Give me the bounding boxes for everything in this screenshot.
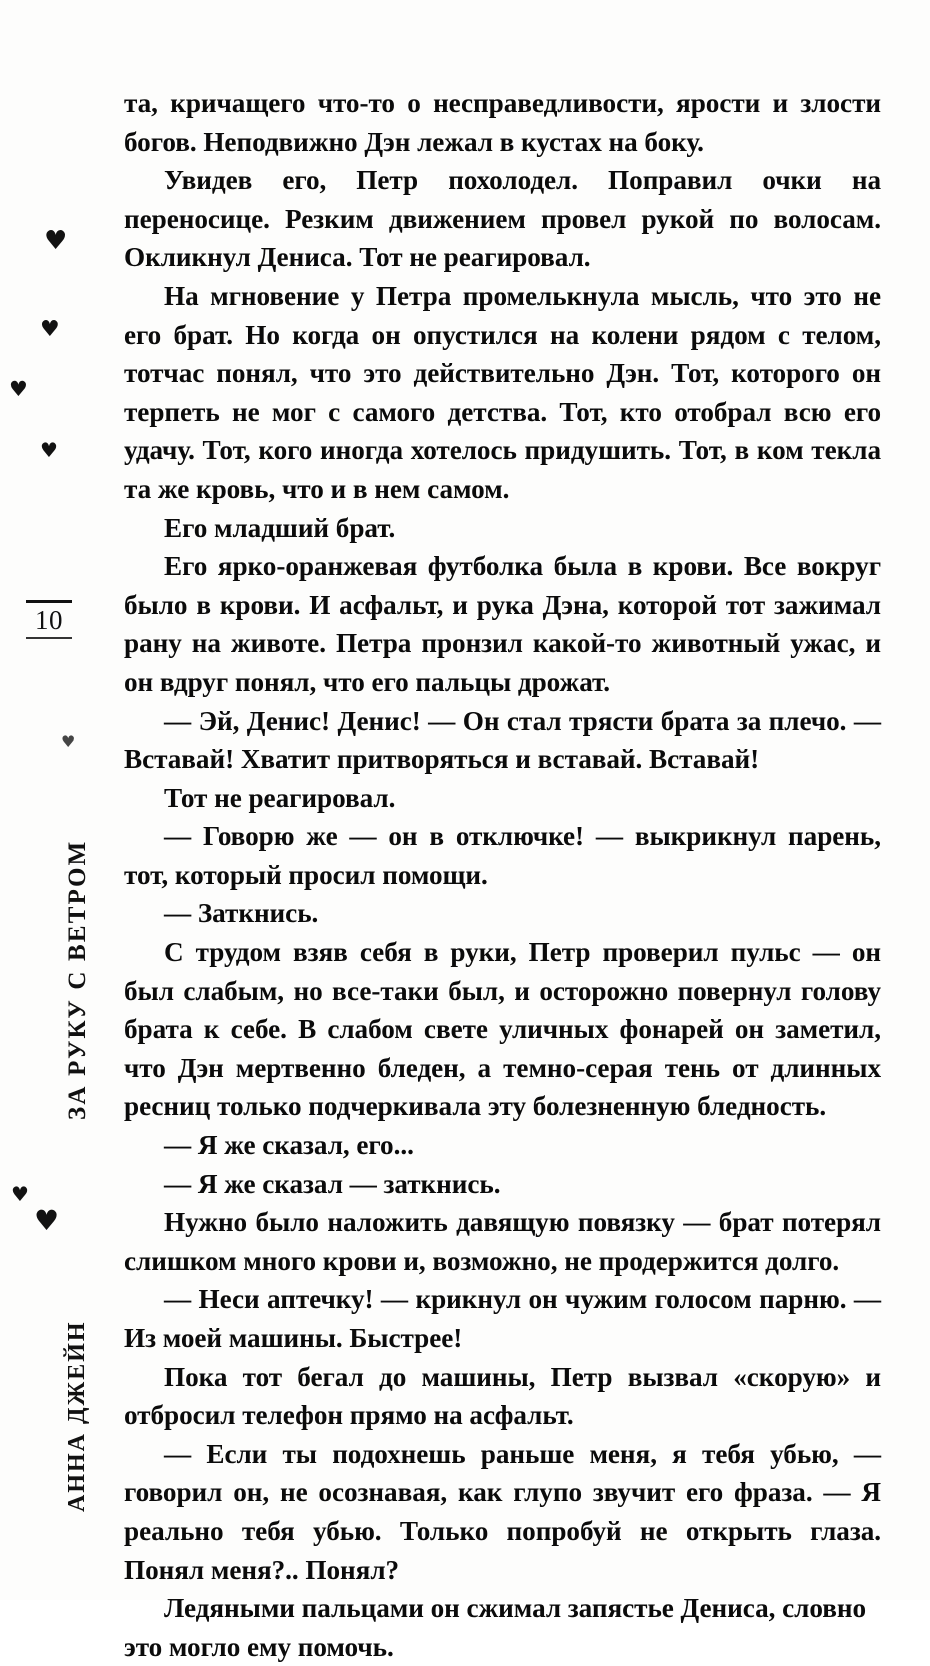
heart-ornament-icon: ♥ [40, 317, 60, 342]
body-paragraph: Нужно было наложить давящую повязку — брат потерял слишком много крови и, возможно, не продержится долго. [124, 1207, 881, 1276]
running-title: ЗА РУКУ С ВЕТРОМ [64, 839, 91, 1120]
body-paragraph: На мгновение у Петра промелькнула мысль, что это не его брат. Но когда он опустился на колени рядом с телом, тотчас понял, что это действительно Дэн. Тот, которого он терпеть не мог с самого детства. Тот, кто отобрал всю его удачу. Тот, кого иногда хотелось придушить. Тот, в ком текла та же кровь, что и в нем самом. [124, 280, 881, 504]
body-paragraph: та, кричащего что-то о несправедливости, ярости и злости богов. Неподвижно Дэн лежал в кустах на боку. [124, 88, 881, 157]
left-margin-column [0, 0, 110, 1600]
body-paragraph: Увидев его, Петр похолодел. Поправил очки на переносице. Резким движением провел рукой по волосам. Окликнул Дениса. Тот не реагировал. [124, 165, 881, 273]
body-paragraph: — Я же сказал, его... [164, 1130, 414, 1161]
folio-rule-bottom [26, 637, 72, 639]
heart-ornament-icon: ♥ [11, 1182, 29, 1206]
body-paragraph: С трудом взяв себя в руки, Петр проверил пульс — он был слабым, но все-таки был, и осторожно повернул голову брата к себе. В слабом свете уличных фонарей он заметил, что Дэн мертвенно бледен, а темно-серая тень от длинных ресниц только подчеркивала эту болезненную бледность. [124, 937, 881, 1122]
body-paragraph: Его ярко-оранжевая футболка была в крови. Все вокруг было в крови. И асфальт, и рука Дэна, которой тот зажимал рану на животе. Петра пронзил какой-то животный ужас, и он вдруг понял, что его пальцы дрожат. [124, 551, 881, 697]
body-paragraph: Ледяными пальцами он сжимал запястье Дениса, словно это могло ему помочь. [124, 1593, 867, 1662]
heart-ornament-icon: ♥ [9, 377, 28, 401]
running-author: АННА ДЖЕЙН [64, 1320, 90, 1512]
heart-ornament-icon: ♥ [34, 1204, 60, 1237]
body-text-column [124, 84, 881, 1666]
body-paragraph: — Эй, Денис! Денис! — Он стал трясти брата за плечо. — Вставай! Хватит притворяться и вставай. Вставай! [124, 705, 881, 775]
page-number-block [22, 600, 76, 639]
body-paragraph: — Говорю же — он в отключке! — выкрикнул парень, тот, который просил помощи. [124, 821, 881, 890]
body-paragraph: Его младший брат. [164, 512, 396, 543]
body-paragraph: — Неси аптечку! — крикнул он чужим голосом парню. — Из моей машины. Быстрее! [124, 1284, 881, 1353]
heart-ornament-icon: ♥ [40, 438, 58, 462]
heart-ornament-icon: ♥ [61, 732, 76, 751]
page-number: 10 [35, 605, 63, 635]
body-paragraph: — Заткнись. [164, 898, 319, 929]
heart-ornament-icon: ♥ [44, 226, 68, 256]
body-paragraph: Пока тот бегал до машины, Петр вызвал «скорую» и отбросил телефон прямо на асфальт. [124, 1361, 881, 1431]
body-paragraph: — Я же сказал — заткнись. [164, 1168, 501, 1199]
body-paragraph: — Если ты подохнешь раньше меня, я тебя убью, — говорил он, не осознавая, как глупо звучит его фраза. — Я реально тебя убью. Только попробуй не открыть глаза. Понял меня?.. Понял? [124, 1438, 881, 1585]
body-paragraph: Тот не реагировал. [164, 782, 396, 813]
